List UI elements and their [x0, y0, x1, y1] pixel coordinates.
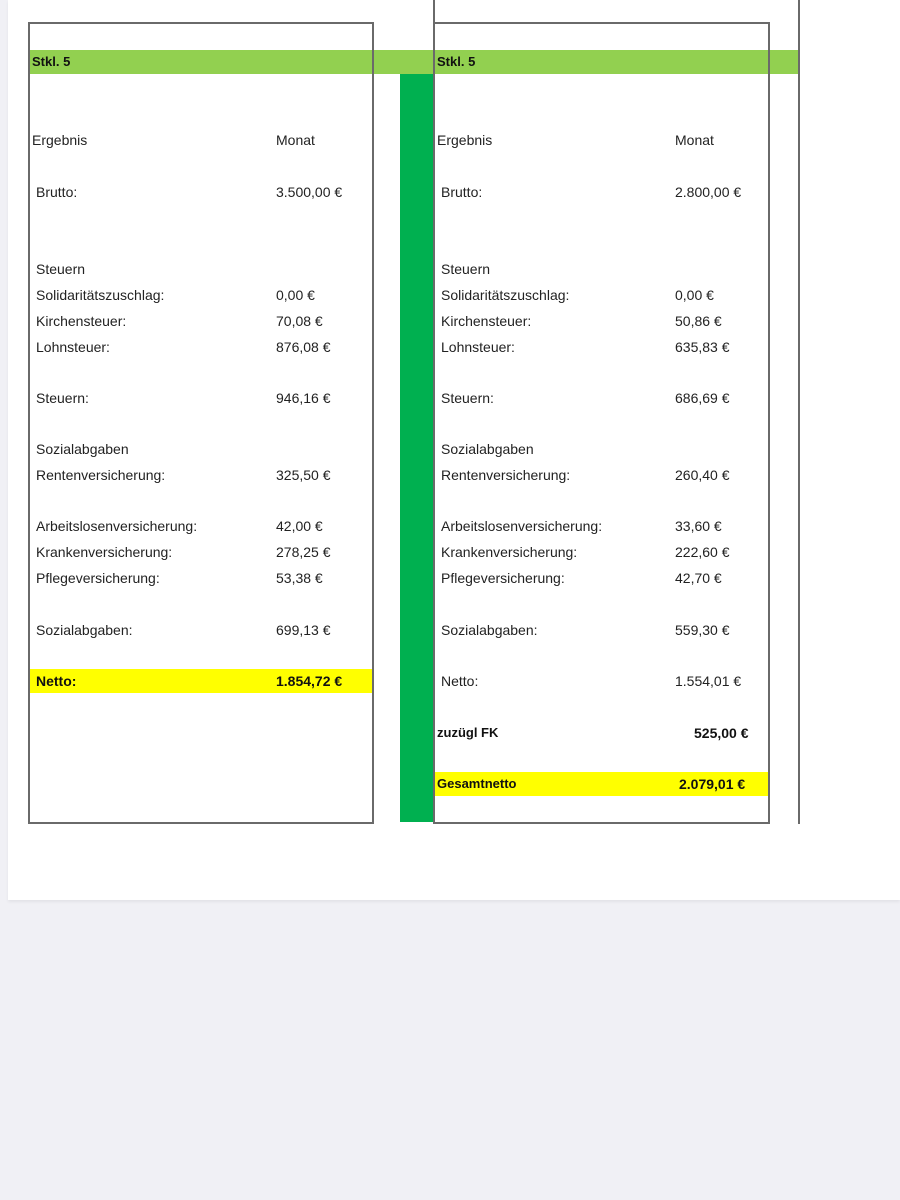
right-net-label: Netto:	[441, 673, 479, 689]
left-health-label: Krankenversicherung:	[36, 544, 173, 560]
left-taxes-section: Steuern	[36, 261, 86, 277]
left-social-total-value: 699,13 €	[276, 622, 331, 638]
right-pension-value: 260,40 €	[675, 467, 730, 483]
left-income-tax-value: 876,08 €	[276, 339, 331, 355]
right-taxes-total-value: 686,69 €	[675, 390, 730, 406]
left-income-tax-label: Lohnsteuer:	[36, 339, 110, 355]
right-church-label: Kirchensteuer:	[441, 313, 532, 329]
left-net-label: Netto:	[36, 673, 77, 689]
left-church-value: 70,08 €	[276, 313, 323, 329]
left-church-label: Kirchensteuer:	[36, 313, 127, 329]
left-health-value: 278,25 €	[276, 544, 331, 560]
left-net-value: 1.854,72 €	[276, 673, 343, 689]
right-tax-class-label: Stkl. 5	[437, 54, 476, 69]
right-unemployment-label: Arbeitslosenversicherung:	[441, 518, 603, 534]
right-income-tax-label: Lohnsteuer:	[441, 339, 515, 355]
right-social-section: Sozialabgaben	[441, 441, 534, 457]
right-total-net-label: Gesamtnetto	[437, 776, 517, 791]
right-soli-value: 0,00 €	[675, 287, 714, 303]
right-extra-value: 525,00 €	[694, 725, 749, 741]
right-taxes-total-label: Steuern:	[441, 390, 494, 406]
right-income-tax-value: 635,83 €	[675, 339, 730, 355]
left-taxes-total-value: 946,16 €	[276, 390, 331, 406]
left-header-result: Ergebnis	[32, 132, 88, 148]
left-social-total-label: Sozialabgaben:	[36, 622, 133, 638]
left-taxes-total-label: Steuern:	[36, 390, 89, 406]
left-soli-value: 0,00 €	[276, 287, 315, 303]
right-net-value: 1.554,01 €	[675, 673, 742, 689]
right-social-total-value: 559,30 €	[675, 622, 730, 638]
right-header-period: Monat	[675, 132, 714, 148]
left-unemployment-label: Arbeitslosenversicherung:	[36, 518, 198, 534]
left-soli-label: Solidaritätszuschlag:	[36, 287, 165, 303]
green-separator-column	[400, 74, 433, 822]
left-header-period: Monat	[276, 132, 315, 148]
right-total-net-value: 2.079,01 €	[679, 776, 746, 792]
left-pension-value: 325,50 €	[276, 467, 331, 483]
column-divider-right	[798, 24, 800, 824]
left-brutto-value: 3.500,00 €	[276, 184, 343, 200]
right-header-result: Ergebnis	[437, 132, 493, 148]
left-unemployment-value: 42,00 €	[276, 518, 323, 534]
right-care-label: Pflegeversicherung:	[441, 570, 565, 586]
left-care-value: 53,38 €	[276, 570, 323, 586]
right-extra-label: zuzügl FK	[437, 725, 499, 740]
right-social-total-label: Sozialabgaben:	[441, 622, 538, 638]
left-social-section: Sozialabgaben	[36, 441, 129, 457]
right-church-value: 50,86 €	[675, 313, 722, 329]
right-soli-label: Solidaritätszuschlag:	[441, 287, 570, 303]
right-pension-label: Rentenversicherung:	[441, 467, 571, 483]
right-brutto-label: Brutto:	[441, 184, 483, 200]
left-brutto-label: Brutto:	[36, 184, 78, 200]
left-tax-class-label: Stkl. 5	[32, 54, 71, 69]
column-divider-right-top	[798, 0, 800, 24]
right-brutto-value: 2.800,00 €	[675, 184, 742, 200]
right-unemployment-value: 33,60 €	[675, 518, 722, 534]
right-health-label: Krankenversicherung:	[441, 544, 578, 560]
right-care-value: 42,70 €	[675, 570, 722, 586]
left-pension-label: Rentenversicherung:	[36, 467, 166, 483]
left-care-label: Pflegeversicherung:	[36, 570, 160, 586]
right-taxes-section: Steuern	[441, 261, 491, 277]
right-health-value: 222,60 €	[675, 544, 730, 560]
column-divider-top	[433, 0, 435, 24]
